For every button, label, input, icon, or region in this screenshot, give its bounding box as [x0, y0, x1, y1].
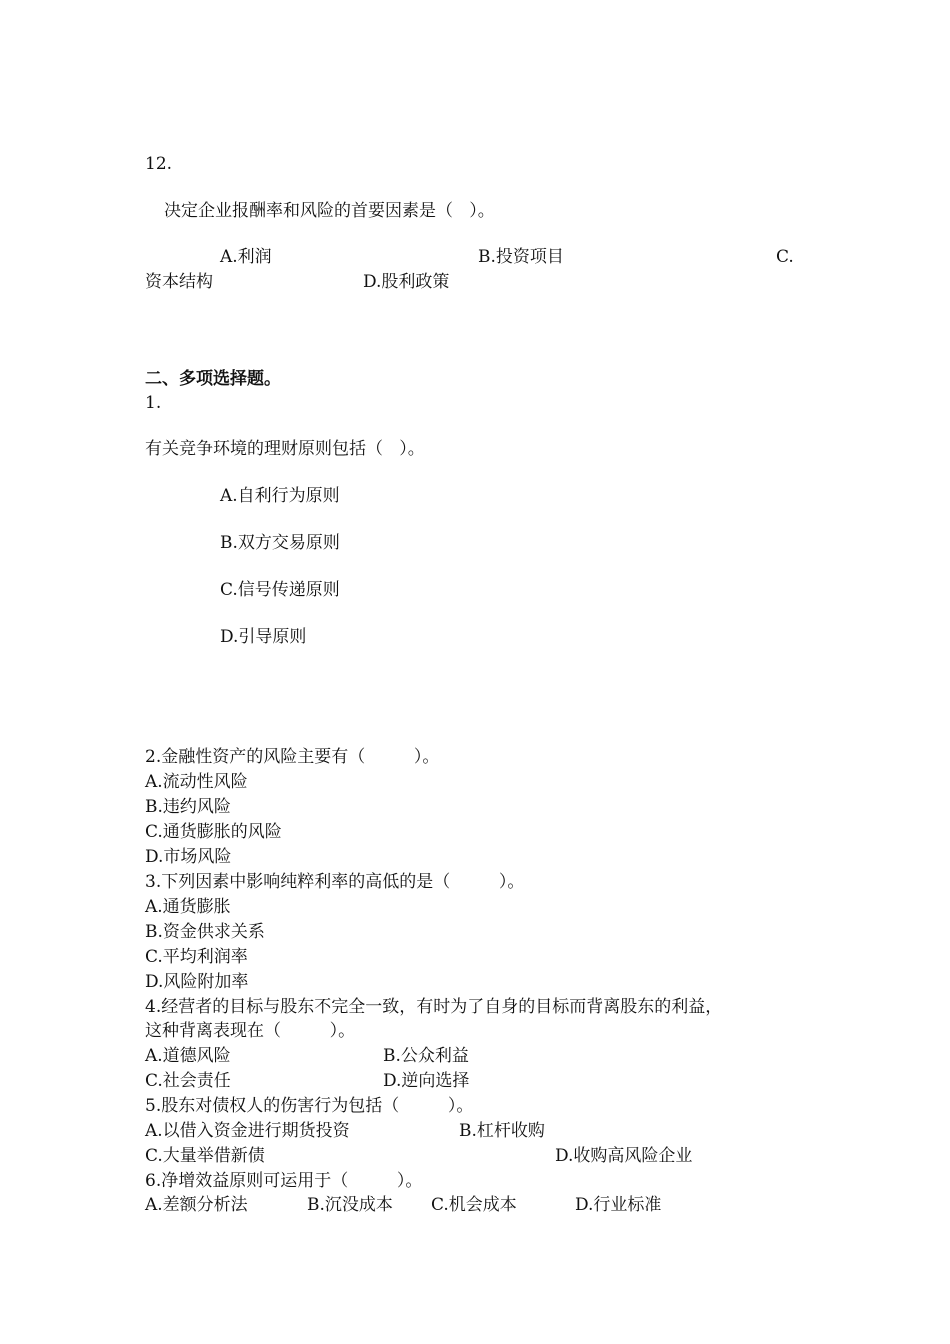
option-c: C.平均利润率 — [145, 947, 248, 967]
question-number: 12. — [145, 154, 173, 174]
question-stem: 6.净增效益原则可运用于（ ）。 — [145, 1171, 423, 1191]
option-d: D.市场风险 — [145, 847, 232, 867]
option-d: D.逆向选择 — [383, 1071, 470, 1091]
option-c: C.机会成本 — [431, 1195, 517, 1215]
option-b: B.公众利益 — [383, 1046, 469, 1066]
option-a: A.通货膨胀 — [145, 897, 231, 917]
option-d: D.风险附加率 — [145, 972, 249, 992]
question-stem-line1: 4.经营者的目标与股东不完全一致，有时为了自身的目标而背离股东的利益， — [145, 997, 723, 1017]
option-d: D.收购高风险企业 — [555, 1146, 693, 1166]
option-a: A.以借入资金进行期货投资 — [145, 1121, 350, 1141]
option-b: B.违约风险 — [145, 797, 231, 817]
option-a: A.道德风险 — [145, 1046, 231, 1066]
option-c: C.大量举借新债 — [145, 1146, 265, 1166]
option-b: B.投资项目 — [478, 247, 564, 267]
question-number: 1. — [145, 393, 162, 413]
question-stem-line2: 这种背离表现在（ ）。 — [145, 1021, 356, 1041]
option-b: B.杠杆收购 — [459, 1121, 545, 1141]
option-c-text: 资本结构 — [145, 272, 213, 292]
question-stem: 有关竞争环境的理财原则包括（ ）。 — [145, 439, 425, 459]
option-c: C.信号传递原则 — [220, 580, 340, 600]
option-d: D.行业标准 — [575, 1195, 662, 1215]
option-d: D.引导原则 — [220, 627, 307, 647]
section-heading: 二、多项选择题。 — [145, 369, 281, 389]
option-c-prefix: C. — [776, 247, 794, 267]
option-a: A.利润 — [220, 247, 272, 267]
question-stem: 2.金融性资产的风险主要有（ ）。 — [145, 747, 440, 767]
option-a: A.流动性风险 — [145, 772, 248, 792]
option-b: B.双方交易原则 — [220, 533, 340, 553]
option-b: B.资金供求关系 — [145, 922, 265, 942]
option-a: A.差额分析法 — [145, 1195, 248, 1215]
option-c: C.社会责任 — [145, 1071, 231, 1091]
question-stem: 决定企业报酬率和风险的首要因素是（ ）。 — [164, 201, 495, 221]
option-d: D.股利政策 — [363, 272, 450, 292]
option-c: C.通货膨胀的风险 — [145, 822, 282, 842]
question-stem: 3.下列因素中影响纯粹利率的高低的是（ ）。 — [145, 872, 525, 892]
question-stem: 5.股东对债权人的伤害行为包括（ ）。 — [145, 1096, 474, 1116]
option-a: A.自利行为原则 — [220, 486, 340, 506]
option-b: B.沉没成本 — [307, 1195, 393, 1215]
